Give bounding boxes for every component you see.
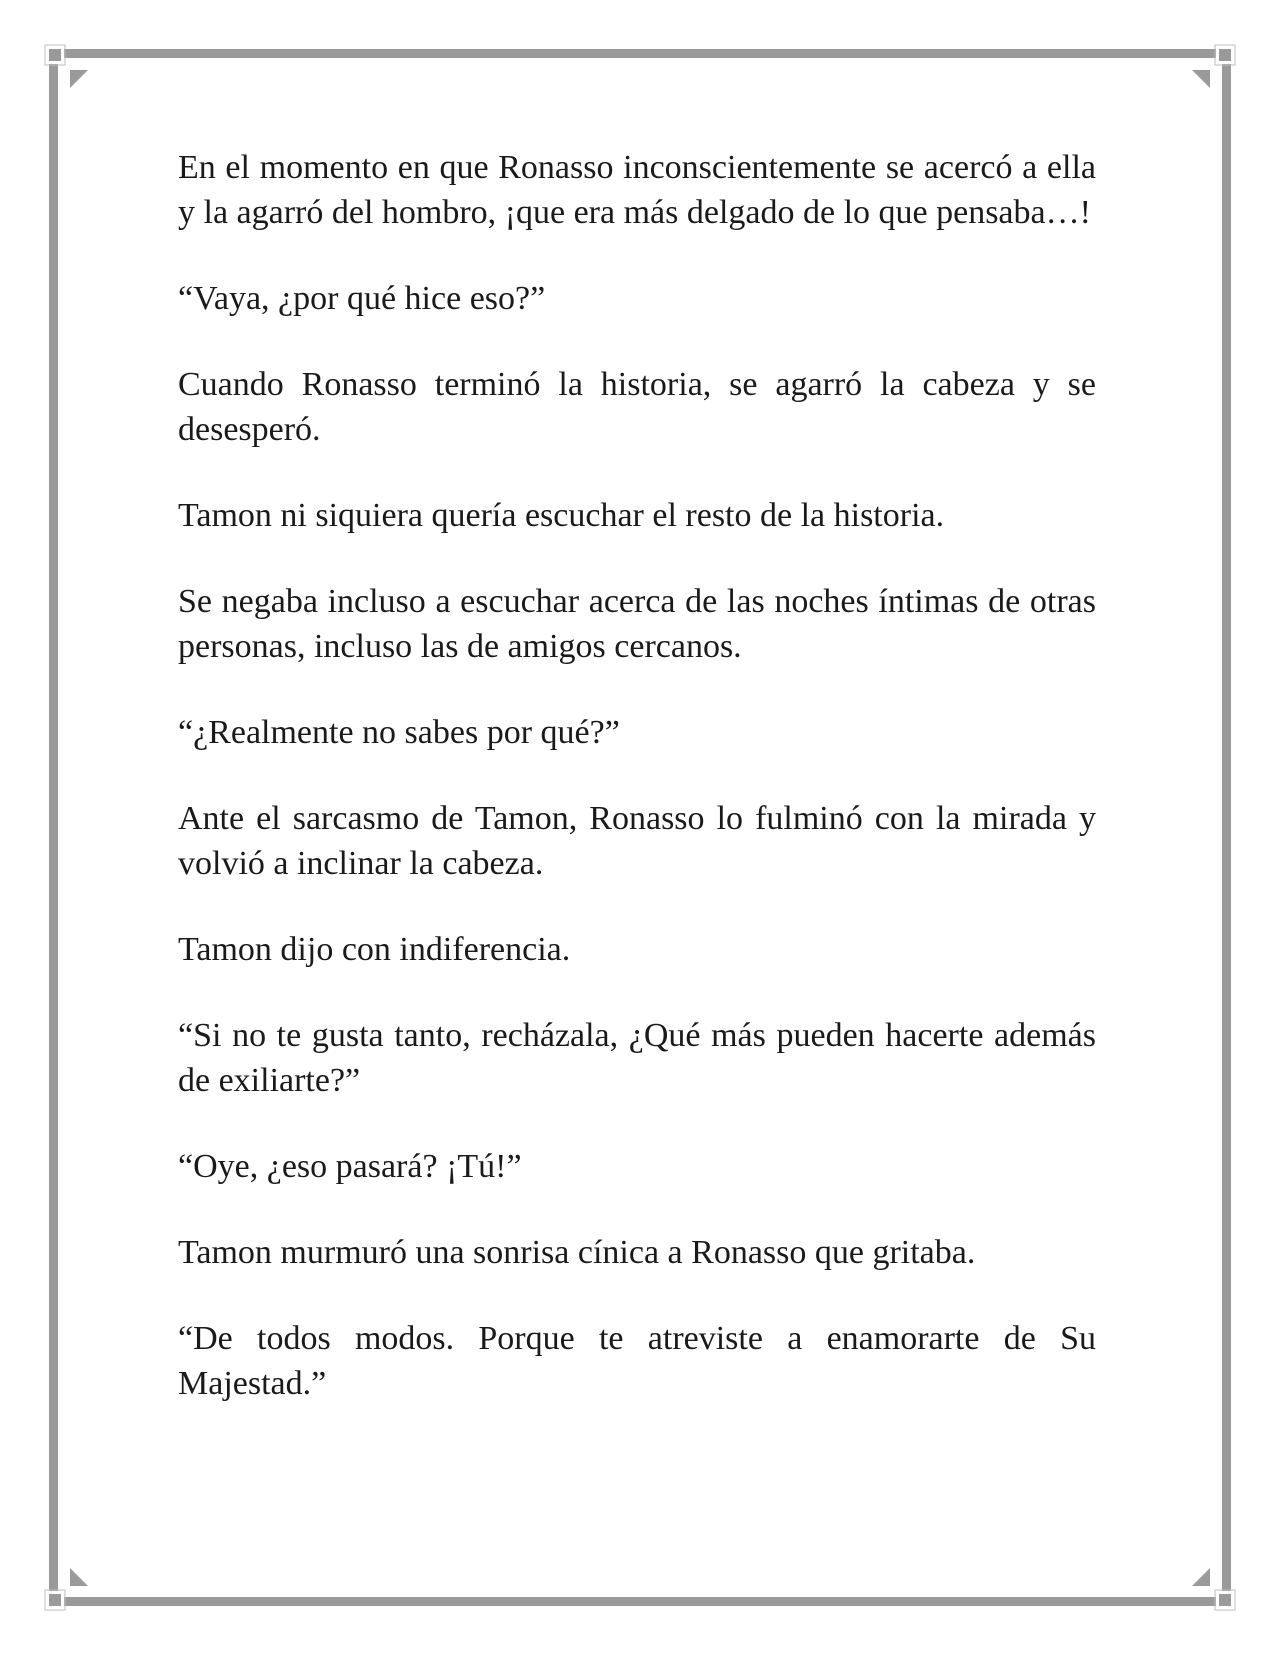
paragraph: “De todos modos. Porque te atreviste a enamorarte de Su Majestad.”: [178, 1320, 1096, 1402]
paragraph: Se negaba incluso a escuchar acerca de las noches íntimas de otras personas, incluso las de amigos cercanos.: [178, 583, 1096, 665]
paragraph: “Vaya, ¿por qué hice eso?”: [178, 280, 546, 317]
paragraph: Tamon ni siquiera quería escuchar el resto de la historia.: [178, 497, 945, 534]
paragraph: “¿Realmente no sabes por qué?”: [178, 714, 620, 751]
paragraph: Tamon dijo con indiferencia.: [178, 931, 571, 968]
paragraph: En el momento en que Ronasso inconscientemente se acercó a ella y la agarró del hombro, ¡que era más delgado de lo que pensaba…!: [178, 149, 1096, 231]
paragraph: Ante el sarcasmo de Tamon, Ronasso lo fulminó con la mirada y volvió a inclinar la cabeza.: [178, 800, 1096, 882]
paragraph: “Si no te gusta tanto, recházala, ¿Qué más pueden hacerte además de exiliarte?”: [178, 1017, 1096, 1099]
paragraph: Cuando Ronasso terminó la historia, se agarró la cabeza y se desesperó.: [178, 366, 1096, 448]
paragraph: Tamon murmuró una sonrisa cínica a Ronasso que gritaba.: [178, 1234, 976, 1271]
story-text: [178, 145, 1096, 1447]
paragraph: “Oye, ¿eso pasará? ¡Tú!”: [178, 1148, 522, 1185]
